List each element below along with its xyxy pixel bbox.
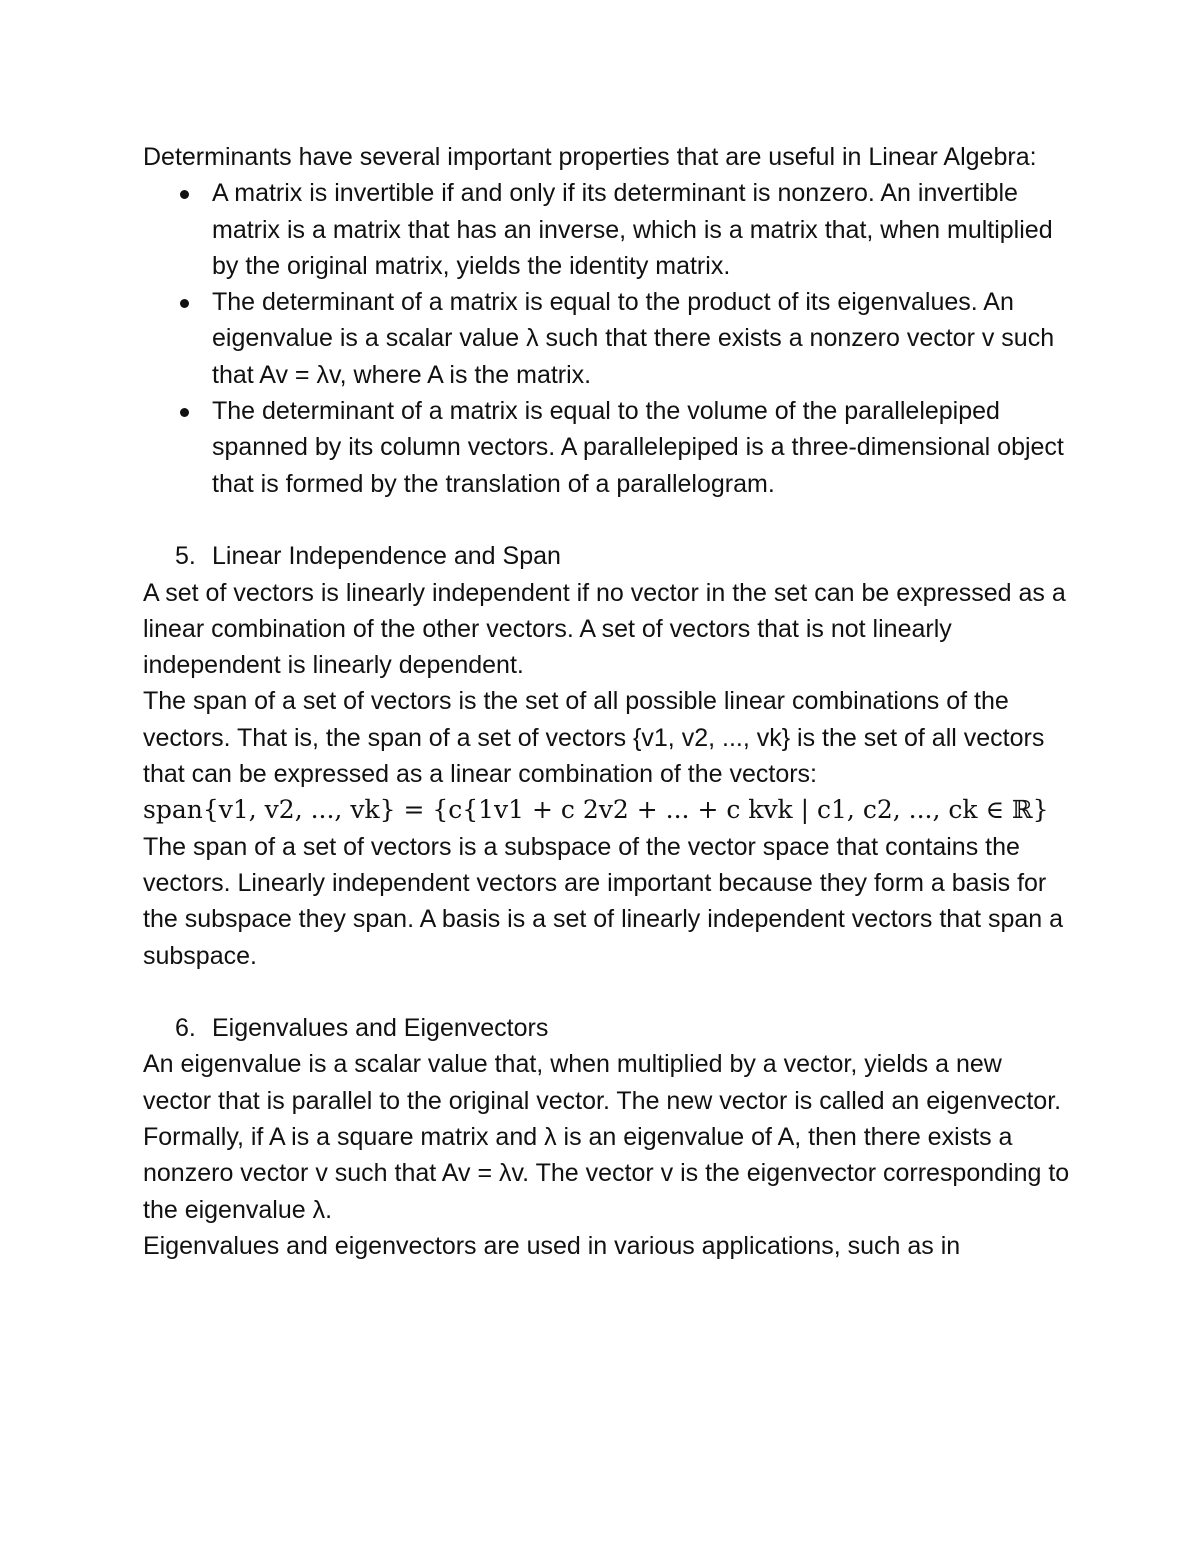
section-5-paragraph-1: A set of vectors is linearly independent if no vector in the set can be expressed as a linear combination of the other vectors. A set of vectors that is not linearly independent is linearly dependent.	[143, 578, 1066, 680]
section-5-number: 5.	[175, 542, 196, 571]
intro-paragraph: Determinants have several important properties that are useful in Linear Algebra:	[143, 143, 1037, 171]
section-5-title: Linear Independence and Span	[212, 542, 561, 571]
section-6-paragraph-2: Formally, if A is a square matrix and λ is an eigenvalue of A, then there exists a nonzero vector v such that Av = λv. The vector v is the eigenvector corresponding to the eigenvalue λ.	[143, 1123, 1070, 1224]
section-6-paragraph-1: An eigenvalue is a scalar value that, when multiplied by a vector, yields a new vector that is parallel to the original vector. The new vector is called an eigenvector.	[143, 1050, 1062, 1115]
section-6-title: Eigenvalues and Eigenvectors	[212, 1014, 549, 1043]
list-item: A matrix is invertible if and only if its determinant is nonzero. An invertible matrix is a matrix that has an inverse, which is a matrix that, when multiplied by the original matrix, yields the identity matrix.	[212, 175, 1073, 284]
span-formula: span{v1, v2, ..., vk} = {c{1v1 + c 2v2 + ... + c kvk | c1, c2, ..., ck ∈ ℝ}	[143, 795, 1049, 825]
list-item: The determinant of a matrix is equal to the product of its eigenvalues. An eigenvalue is a scalar value λ such that there exists a nonzero vector v such that Av = λv, where A is the matrix.	[212, 284, 1073, 393]
list-item: The determinant of a matrix is equal to the volume of the parallelepiped spanned by its column vectors. A parallelepiped is a three-dimensional object that is formed by the translation of a parallelogram.	[212, 393, 1073, 502]
spacer	[143, 502, 1073, 538]
section-5-paragraph-2: The span of a set of vectors is the set of all possible linear combinations of the vectors. That is, the span of a set of vectors {v1, v2, ..., vk} is the set of all vectors that can be expressed as a linear combination of the vectors:	[143, 687, 1045, 789]
spacer	[143, 974, 1073, 1010]
section-6-number: 6.	[175, 1014, 196, 1043]
section-5-heading	[143, 538, 1073, 574]
section-6-heading	[143, 1010, 1073, 1046]
properties-list	[143, 175, 1073, 502]
section-5-paragraph-3: The span of a set of vectors is a subspace of the vector space that contains the vectors. Linearly independent vectors are important because they form a basis for the subspace they span. A basis is a set of linearly independent vectors that span a subspace.	[143, 832, 1064, 970]
section-6-paragraph-3: Eigenvalues and eigenvectors are used in various applications, such as in	[143, 1231, 961, 1260]
document-page	[143, 139, 1073, 1264]
